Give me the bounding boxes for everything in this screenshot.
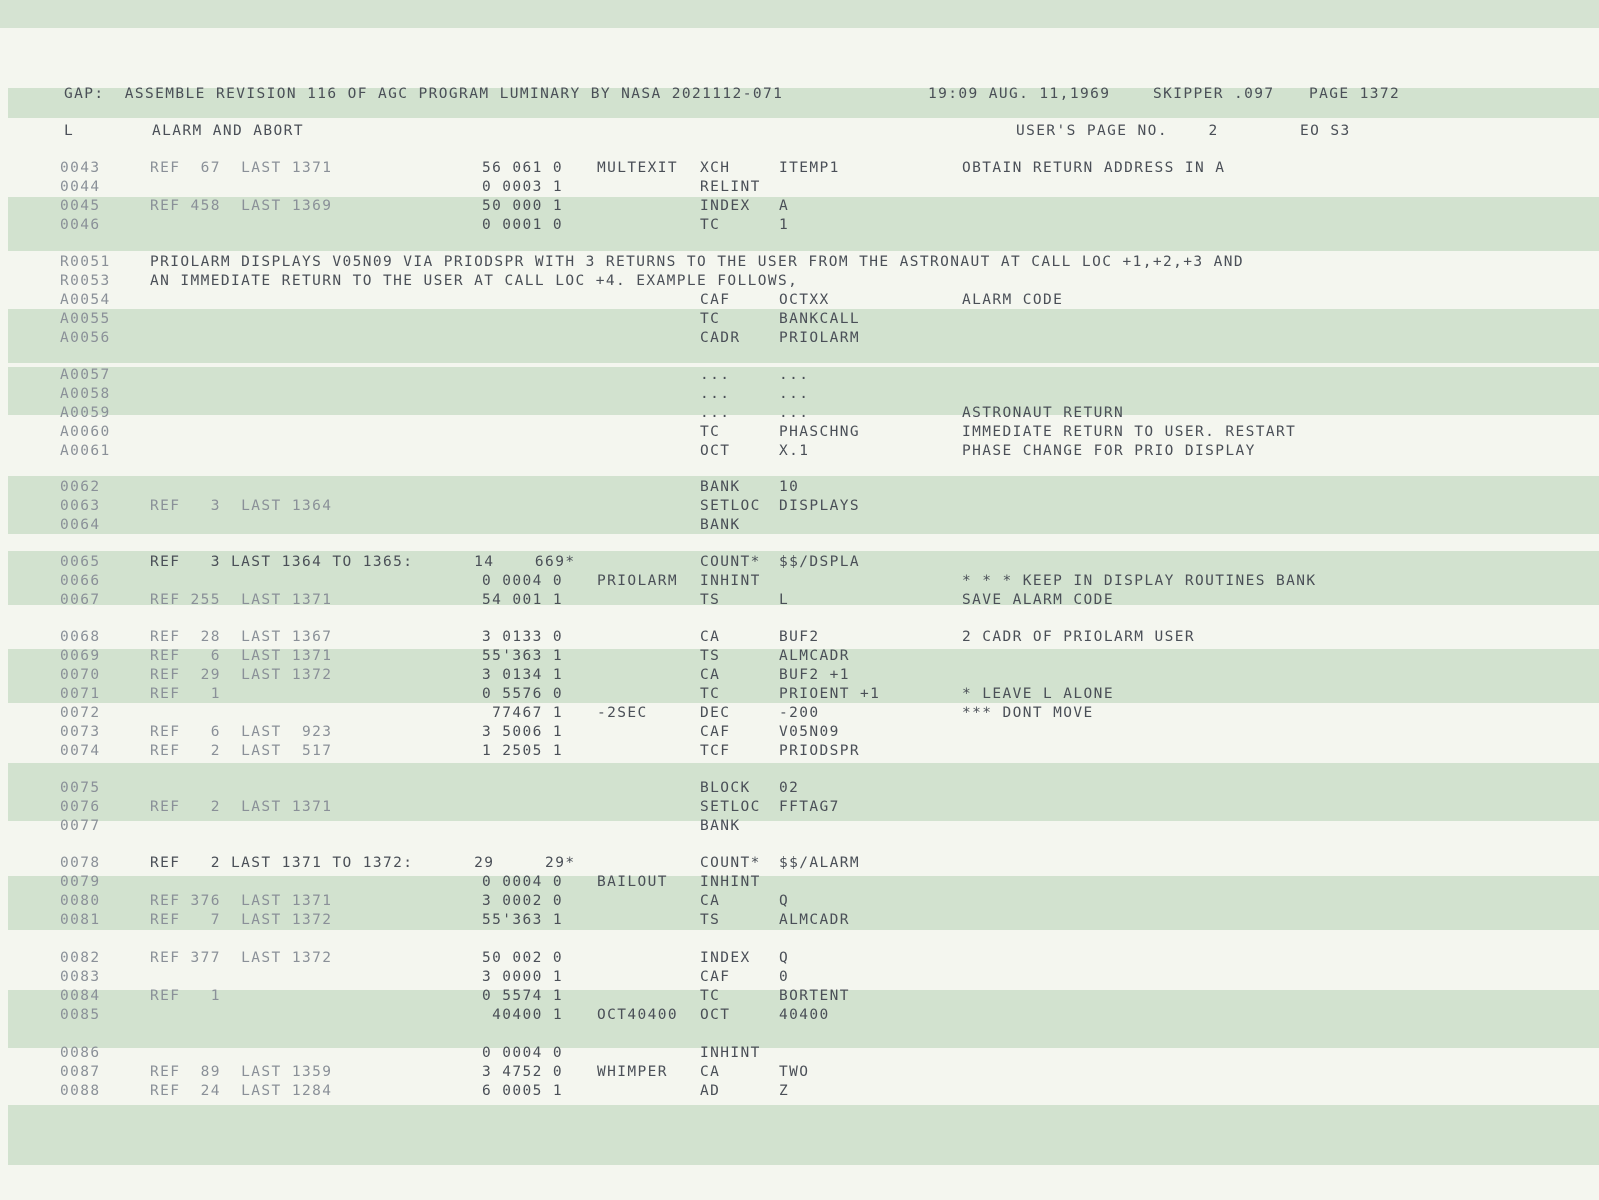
line-operand: 10 (779, 479, 800, 495)
line-seq: A0055 (60, 311, 111, 327)
line-label: MULTEXIT (597, 160, 679, 176)
page-number: PAGE 1372 (1309, 86, 1401, 102)
line-code: 3 0134 1 (482, 667, 564, 683)
line-seq: A0060 (60, 424, 111, 440)
line-op: DEC (700, 705, 731, 721)
line-op: CAF (700, 724, 731, 740)
line-seq: 0065 (60, 554, 101, 570)
line-seq: A0054 (60, 292, 111, 308)
line-code: 0 0004 0 (482, 1045, 564, 1061)
line-label: BAILOUT (597, 874, 668, 890)
line-comment: *** DONT MOVE (962, 705, 1094, 721)
line-op: INDEX (700, 198, 751, 214)
users-page-number: USER'S PAGE NO. 2 (1016, 123, 1219, 139)
line-seq: A0059 (60, 405, 111, 421)
line-seq: 0075 (60, 780, 101, 796)
line-operand: 40400 (779, 1007, 830, 1023)
line-op: ... (700, 367, 731, 383)
line-operand: ALMCADR (779, 648, 850, 664)
line-seq: 0068 (60, 629, 101, 645)
line-seq: 0081 (60, 912, 101, 928)
line-code: 40400 1 (482, 1007, 564, 1023)
line-operand: 1 (779, 217, 790, 233)
line-code: 1 2505 1 (482, 743, 564, 759)
line-label: WHIMPER (597, 1064, 668, 1080)
line-ref: REF 24 LAST 1284 (150, 1083, 333, 1099)
line-operand: L (779, 592, 790, 608)
line-operand: OCTXX (779, 292, 830, 308)
line-ref: REF 6 LAST 923 (150, 724, 333, 740)
line-comment: PHASE CHANGE FOR PRIO DISPLAY (962, 443, 1256, 459)
tractor-strip (0, 0, 1599, 28)
line-code: 3 0133 0 (482, 629, 564, 645)
line-operand: BUF2 (779, 629, 820, 645)
line-operand: Z (779, 1083, 790, 1099)
line-code: 55'363 1 (482, 648, 564, 664)
line-operand: -200 (779, 705, 820, 721)
line-op: BANK (700, 479, 741, 495)
line-code: 3 0000 1 (482, 969, 564, 985)
line-seq: 0069 (60, 648, 101, 664)
line-operand: $$/DSPLA (779, 554, 861, 570)
line-ref: REF 458 LAST 1369 (150, 198, 333, 214)
line-op: TC (700, 217, 721, 233)
line-label: OCT40400 (597, 1007, 679, 1023)
line-operand: 02 (779, 780, 800, 796)
line-op: SETLOC (700, 498, 761, 514)
line-seq: 0071 (60, 686, 101, 702)
line-seq: 0046 (60, 217, 101, 233)
line-op: XCH (700, 160, 731, 176)
line-operand: X.1 (779, 443, 810, 459)
line-seq: A0056 (60, 330, 111, 346)
line-op: TS (700, 592, 721, 608)
line-seq: 0087 (60, 1064, 101, 1080)
line-comment: * * * KEEP IN DISPLAY ROUTINES BANK (962, 573, 1317, 589)
line-seq: 0076 (60, 799, 101, 815)
line-seq: 0088 (60, 1083, 101, 1099)
line-op: TC (700, 686, 721, 702)
line-code: 3 5006 1 (482, 724, 564, 740)
line-code: 56 061 0 (482, 160, 564, 176)
line-operand: PRIOENT +1 (779, 686, 881, 702)
header-line-1 (0, 85, 1401, 104)
line-comment: ASTRONAUT RETURN (962, 405, 1125, 421)
line-ref: REF 89 LAST 1359 (150, 1064, 333, 1080)
line-code: 0 0001 0 (482, 217, 564, 233)
line-code: 0 5574 1 (482, 988, 564, 1004)
line-operand: Q (779, 950, 790, 966)
line-seq: 0070 (60, 667, 101, 683)
line-seq: 0043 (60, 160, 101, 176)
line-seq: A0057 (60, 367, 111, 383)
line-operand: PHASCHNG (779, 424, 861, 440)
line-operand: BORTENT (779, 988, 850, 1004)
line-code: 0 5576 0 (482, 686, 564, 702)
line-ref: REF 376 LAST 1371 (150, 893, 333, 909)
line-op: BANK (700, 517, 741, 533)
line-ref: REF 28 LAST 1367 (150, 629, 333, 645)
line-code: 55'363 1 (482, 912, 564, 928)
line-op: ... (700, 386, 731, 402)
line-seq: 0062 (60, 479, 101, 495)
line-op: OCT (700, 443, 731, 459)
line-op: TS (700, 648, 721, 664)
line-code: 3 4752 0 (482, 1064, 564, 1080)
line-seq: A0058 (60, 386, 111, 402)
line-seq: 0072 (60, 705, 101, 721)
line-code: 50 002 0 (482, 950, 564, 966)
line-operand: ... (779, 367, 810, 383)
line-code: 0 0004 0 (482, 573, 564, 589)
line-seq: 0063 (60, 498, 101, 514)
line-seq: A0061 (60, 443, 111, 459)
line-op: CAF (700, 969, 731, 985)
line-ref: REF 29 LAST 1372 (150, 667, 333, 683)
line-label: PRIOLARM (597, 573, 679, 589)
line-code: 54 001 1 (482, 592, 564, 608)
line-op: CAF (700, 292, 731, 308)
line-ref: REF 2 LAST 517 (150, 743, 333, 759)
line-seq: 0045 (60, 198, 101, 214)
line-operand: BUF2 +1 (779, 667, 850, 683)
line-ref: REF 67 LAST 1371 (150, 160, 333, 176)
line-seq: R0051 (60, 254, 111, 270)
line-seq: 0078 (60, 855, 101, 871)
line-op: TCF (700, 743, 731, 759)
line-op: TS (700, 912, 721, 928)
line-operand: DISPLAYS (779, 498, 861, 514)
line-ref: REF 1 (150, 988, 221, 1004)
line-full: AN IMMEDIATE RETURN TO THE USER AT CALL LOC +4. EXAMPLE FOLLOWS, (150, 273, 799, 289)
line-seq: R0053 (60, 273, 111, 289)
line-comment: 2 CADR OF PRIOLARM USER (962, 629, 1195, 645)
line-operand: TWO (779, 1064, 810, 1080)
listing-timestamp: 19:09 AUG. 11,1969 (928, 86, 1111, 102)
line-operand: ALMCADR (779, 912, 850, 928)
line-op: INHINT (700, 1045, 761, 1061)
line-seq: 0074 (60, 743, 101, 759)
line-operand: ITEMP1 (779, 160, 840, 176)
line-op: CA (700, 893, 721, 909)
line-full: PRIOLARM DISPLAYS V05N09 VIA PRIODSPR WITH 3 RETURNS TO THE USER FROM THE ASTRONAUT AT CALL LOC +1,+2,+3 AND (150, 254, 1245, 270)
line-seq: 0064 (60, 517, 101, 533)
section-title: ALARM AND ABORT (152, 123, 304, 139)
header-line-2 (0, 122, 1351, 141)
line-ref: REF 3 LAST 1364 (150, 498, 333, 514)
line-op: COUNT* (700, 855, 761, 871)
line-code: 3 0002 0 (482, 893, 564, 909)
line-op: TC (700, 424, 721, 440)
line-op: CADR (700, 330, 741, 346)
line-op: CA (700, 629, 721, 645)
line-operand: FFTAG7 (779, 799, 840, 815)
line-ref: REF 6 LAST 1371 (150, 648, 333, 664)
line-seq: 0083 (60, 969, 101, 985)
line-op: BANK (700, 818, 741, 834)
line-label: -2SEC (597, 705, 648, 721)
listing-title: GAP: ASSEMBLE REVISION 116 OF AGC PROGRAM LUMINARY BY NASA 2021112-071 (64, 86, 784, 102)
line-comment: OBTAIN RETURN ADDRESS IN A (962, 160, 1226, 176)
line-op: AD (700, 1083, 721, 1099)
line-code: 6 0005 1 (482, 1083, 564, 1099)
line-comment: IMMEDIATE RETURN TO USER. RESTART (962, 424, 1297, 440)
line-code: 0 0004 0 (482, 874, 564, 890)
line-op: TC (700, 988, 721, 1004)
line-code: 50 000 1 (482, 198, 564, 214)
line-comment: SAVE ALARM CODE (962, 592, 1114, 608)
line-ref: REF 377 LAST 1372 (150, 950, 333, 966)
greenbar-band (8, 1105, 1599, 1165)
line-operand: ... (779, 405, 810, 421)
line-code: 0 0003 1 (482, 179, 564, 195)
line-operand: $$/ALARM (779, 855, 861, 871)
line-op: INDEX (700, 950, 751, 966)
line-seq: 0085 (60, 1007, 101, 1023)
line-seq: 0066 (60, 573, 101, 589)
line-op: BLOCK (700, 780, 751, 796)
line-ref: REF 2 LAST 1371 (150, 799, 333, 815)
line-seq: 0073 (60, 724, 101, 740)
line-ref: REF 7 LAST 1372 (150, 912, 333, 928)
line-op: OCT (700, 1007, 731, 1023)
line-comment: * LEAVE L ALONE (962, 686, 1114, 702)
line-operand: ... (779, 386, 810, 402)
line-comment: ALARM CODE (962, 292, 1064, 308)
section-letter: L (64, 123, 75, 139)
line-ref: REF 1 (150, 686, 221, 702)
line-seq: 0086 (60, 1045, 101, 1061)
line-seq: 0067 (60, 592, 101, 608)
line-op: CA (700, 1064, 721, 1080)
line-operand: Q (779, 893, 790, 909)
line-operand: PRIODSPR (779, 743, 861, 759)
line-seq: 0077 (60, 818, 101, 834)
line-op: CA (700, 667, 721, 683)
ed-code: EO S3 (1300, 123, 1351, 139)
line-seq: 0079 (60, 874, 101, 890)
line-operand: BANKCALL (779, 311, 861, 327)
line-op: COUNT* (700, 554, 761, 570)
line-op: INHINT (700, 874, 761, 890)
line-full_mid: REF 3 LAST 1364 TO 1365: 14 669* (150, 554, 576, 570)
line-code: 77467 1 (482, 705, 564, 721)
line-op: ... (700, 405, 731, 421)
line-full_mid: REF 2 LAST 1371 TO 1372: 29 29* (150, 855, 576, 871)
line-operand: 0 (779, 969, 790, 985)
line-ref: REF 255 LAST 1371 (150, 592, 333, 608)
line-operand: V05N09 (779, 724, 840, 740)
line-seq: 0082 (60, 950, 101, 966)
line-op: TC (700, 311, 721, 327)
line-operand: A (779, 198, 790, 214)
line-op: INHINT (700, 573, 761, 589)
line-operand: PRIOLARM (779, 330, 861, 346)
line-seq: 0080 (60, 893, 101, 909)
listing-operator: SKIPPER .097 (1153, 86, 1275, 102)
line-seq: 0084 (60, 988, 101, 1004)
line-seq: 0044 (60, 179, 101, 195)
line-op: RELINT (700, 179, 761, 195)
line-op: SETLOC (700, 799, 761, 815)
